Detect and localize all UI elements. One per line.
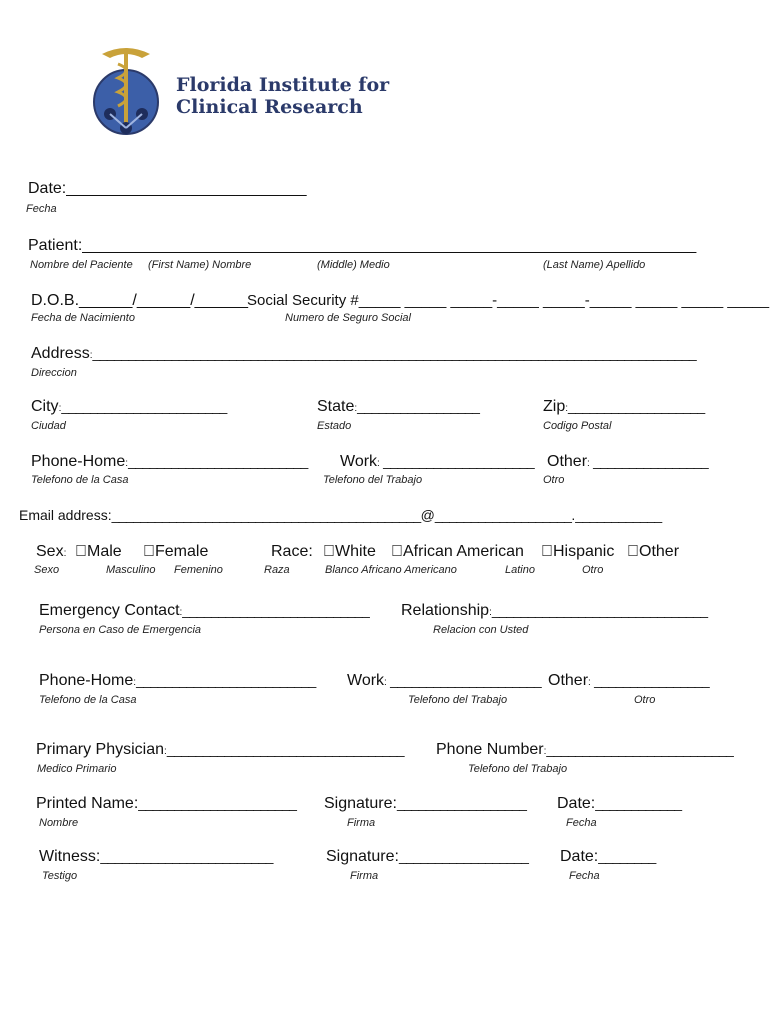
email-dot: . [571,507,576,523]
patient-sub-name: Nombre del Paciente [30,259,133,271]
email-line3: ____________ [575,507,662,523]
org-name-line2: Clinical Research [176,96,363,118]
patient-field[interactable] [28,237,696,255]
patient-label: Patient: [28,237,83,254]
address-sub: Direccion [31,367,77,379]
emergency-phone-work-colon: : [384,677,387,688]
state-colon: : [354,403,358,414]
zip-line: ___________________ [568,398,705,414]
zip-label: Zip [543,398,566,415]
address-field[interactable] [31,345,696,363]
sex-male-checkbox[interactable]: Male [75,543,110,560]
patient-sub-last: (Last Name) Apellido [543,259,646,271]
state-field[interactable] [317,398,479,416]
witness-signature-sub: Firma [350,870,379,882]
city-sub: Ciudad [31,420,66,432]
sex-colon: : [63,548,67,559]
witness-label: Witness: [39,848,101,865]
physician-phone-label: Phone Number [436,741,544,758]
sex-sub: Sexo [34,564,60,576]
sign-date-sub: Fecha [566,817,597,829]
relationship-sub: Relacion con Usted [433,624,529,636]
emergency-phone-home-field[interactable] [39,672,316,690]
printed-name-line: ______________________ [138,795,297,811]
physician-colon: : [164,746,167,757]
emergency-colon: : [179,607,183,618]
witness-date-label: Date: [560,848,599,865]
physician-phone-sub: Telefono del Trabajo [468,763,568,775]
emergency-phone-other-colon: : [588,677,591,688]
emergency-line: __________________________ [182,602,370,618]
printed-name-sub: Nombre [39,817,79,829]
phone-home-sub: Telefono de la Casa [31,474,129,486]
race-other-checkbox[interactable]: Other [627,543,668,560]
emergency-phone-home-colon: : [133,677,137,688]
email-line2: ___________________ [434,507,572,523]
date-sub: Fecha [26,203,57,215]
witness-date-sub: Fecha [569,870,600,882]
relationship-line: ______________________________ [491,602,708,618]
phone-other-label: Other [547,453,588,470]
phone-work-colon: : [377,458,380,469]
race-other-sub: Otro [582,564,604,576]
witness-line: ________________________ [100,848,273,864]
witness-sub: Testigo [42,870,78,882]
relationship-colon: : [489,607,492,618]
caduceus-globe-icon [88,44,168,140]
city-label: City [31,398,59,415]
emergency-phone-home-label: Phone-Home [39,672,134,689]
male-sub: Masculino [106,564,156,576]
white-aa-sub: Blanco Africano Americano [325,564,457,576]
phone-work-label: Work [340,453,378,470]
physician-phone-colon: : [543,746,547,757]
race-african-american-checkbox[interactable]: African American [391,543,512,560]
emergency-phone-work-line: _____________________ [386,672,542,688]
relationship-label: Relationship [401,602,490,619]
emergency-phone-work-field[interactable] [347,672,541,690]
emergency-phone-other-line: ________________ [590,672,710,688]
org-name-line1: Florida Institute for [176,74,390,96]
physician-phone-field[interactable] [436,741,733,759]
witness-date-line: ________ [598,848,656,864]
date-field[interactable] [28,180,307,198]
address-colon: : [89,350,93,361]
phone-other-field[interactable] [547,453,708,471]
emergency-sub: Persona en Caso de Emergencia [39,624,202,636]
phone-other-line: ________________ [589,453,709,469]
sex-label-group [36,543,66,561]
physician-field[interactable] [36,741,404,759]
race-hispanic-checkbox[interactable]: Hispanic [541,543,603,560]
dob-sub: Fecha de Nacimiento [31,312,135,324]
latino-sub: Latino [505,564,535,576]
date-label: Date: [28,180,67,197]
witness-signature-line: __________________ [398,848,529,864]
emergency-contact-field[interactable] [39,602,369,620]
zip-field[interactable] [543,398,705,416]
city-colon: : [58,403,62,414]
sign-date-label: Date: [557,795,596,812]
phone-work-sub: Telefono del Trabajo [323,474,423,486]
city-field[interactable] [31,398,227,416]
phone-work-field[interactable] [340,453,534,471]
address-label: Address [31,345,90,362]
race-white-checkbox[interactable]: White [323,543,364,560]
signature-field[interactable] [324,795,526,813]
physician-label: Primary Physician [36,741,165,758]
date-line: ___________________________ [66,180,307,197]
printed-name-label: Printed Name: [36,795,139,812]
sign-date-line: ____________ [595,795,682,811]
phone-home-colon: : [125,458,129,469]
state-label: State [317,398,355,415]
ssn-field[interactable]: Social Security #_____ _____ _____-_____ _____-_____ _____ _____ _____ [247,292,770,309]
emergency-phone-other-sub: Otro [634,694,656,706]
address-line: ____________________________________________________________________________________ [92,345,697,361]
sign-date-field[interactable] [557,795,681,813]
zip-sub: Codigo Postal [543,420,612,432]
city-line: _______________________ [61,398,227,414]
email-at: @ [420,507,435,523]
patient-sub-middle: (Middle) Medio [317,259,390,271]
physician-sub: Medico Primario [37,763,117,775]
sex-female-checkbox[interactable]: Female [143,543,197,560]
emergency-phone-other-field[interactable] [548,672,709,690]
state-sub: Estado [317,420,352,432]
race-label: Race: [271,543,313,560]
sex-label: Sex [36,543,64,560]
race-sub: Raza [264,564,290,576]
emergency-phone-work-sub: Telefono del Trabajo [408,694,508,706]
female-sub: Femenino [174,564,223,576]
phone-home-line: _________________________ [128,453,308,469]
witness-field[interactable] [39,848,273,866]
physician-line: _________________________________ [166,741,404,757]
state-line: _________________ [357,398,480,414]
phone-home-label: Phone-Home [31,453,126,470]
dob-field[interactable]: D.O.B.______/______/______ [31,292,249,309]
signature-label: Signature: [324,795,397,812]
emergency-phone-other-label: Other [548,672,589,689]
patient-line: _____________________________________________________________________ [82,237,697,254]
phone-work-line: _____________________ [379,453,535,469]
zip-colon: : [565,403,569,414]
email-label: Email address: [19,507,112,523]
printed-name-field[interactable] [36,795,296,813]
witness-signature-field[interactable] [326,848,528,866]
emergency-label: Emergency Contact [39,602,180,619]
physician-phone-line: __________________________ [546,741,734,757]
patient-sub-first: (First Name) Nombre [148,259,252,271]
relationship-field[interactable] [401,602,707,620]
logo [88,44,388,144]
phone-home-field[interactable] [31,453,308,471]
ssn-sub: Numero de Seguro Social [285,312,411,324]
witness-date-field[interactable] [560,848,656,866]
emergency-phone-home-line: _________________________ [136,672,316,688]
emergency-phone-home-sub: Telefono de la Casa [39,694,137,706]
phone-other-sub: Otro [543,474,565,486]
witness-signature-label: Signature: [326,848,399,865]
signature-line: __________________ [396,795,527,811]
email-field[interactable] [19,507,662,523]
email-line1: ___________________________________________ [111,507,421,523]
signature-sub: Firma [347,817,376,829]
phone-other-colon: : [587,458,590,469]
emergency-phone-work-label: Work [347,672,385,689]
